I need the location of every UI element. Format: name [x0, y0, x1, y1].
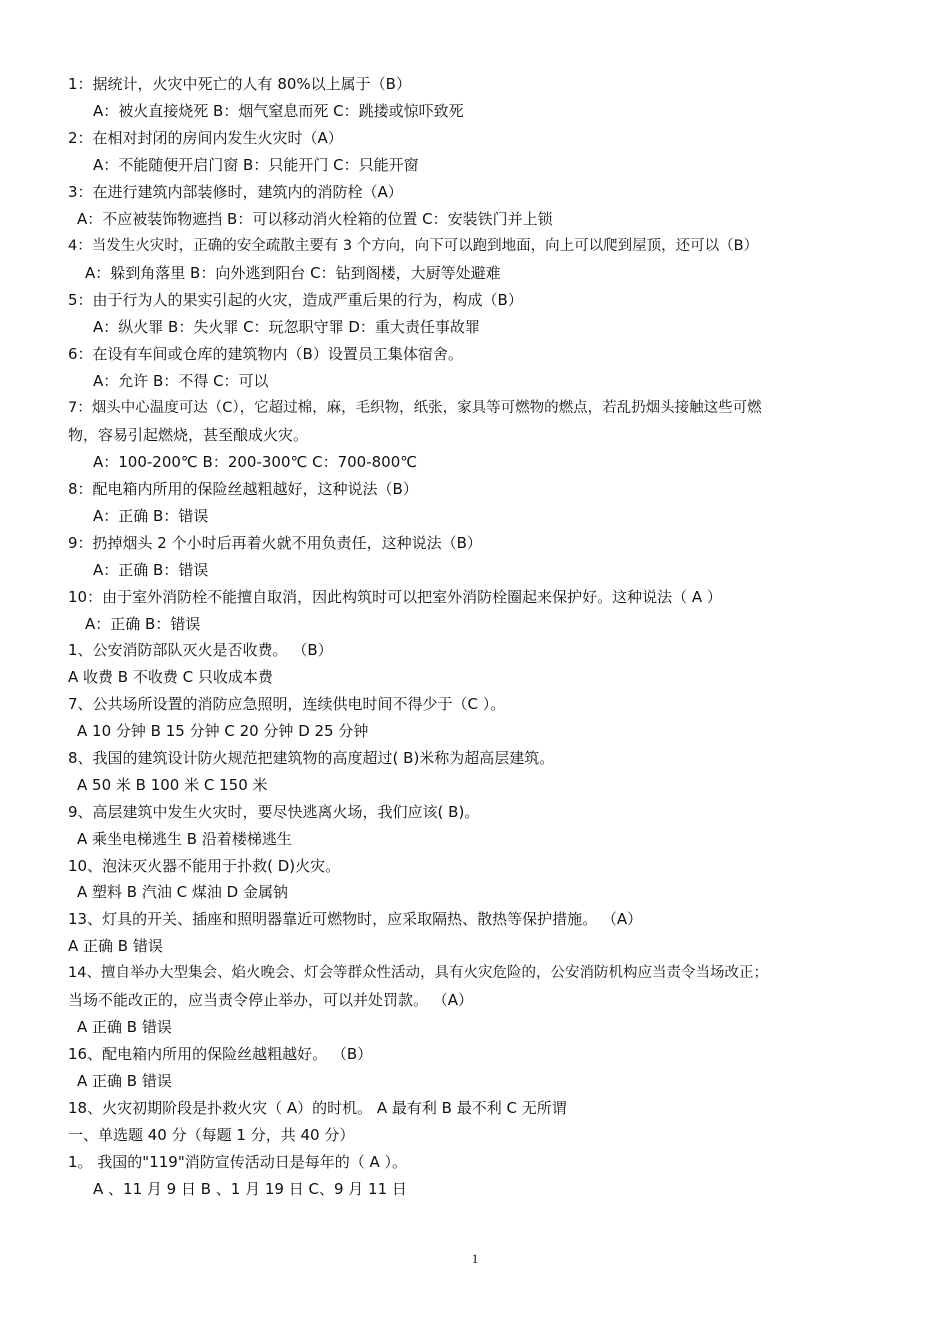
- question-b1-options: A 收费 B 不收费 C 只收成本费: [68, 668, 273, 686]
- question-3-options: A：不应被装饰物遮挡 B：可以移动消火栓箱的位置 C：安装铁门并上锁: [77, 210, 553, 228]
- question-7: 7：烟头中心温度可达（C），它超过棉，麻，毛织物，纸张，家具等可燃物的燃点，若乱扔烟头接触这些可燃: [68, 400, 762, 416]
- question-4-options: A：躲到角落里 B：向外逃到阳台 C：钻到阁楼，大厨等处避难: [85, 264, 501, 282]
- question-b10-options: A 塑料 B 汽油 C 煤油 D 金属钠: [77, 883, 288, 901]
- question-b9: 9、高层建筑中发生火灾时，要尽快逃离火场，我们应该( B)。: [68, 803, 480, 821]
- question-b10: 10、泡沫灭火器不能用于扑救( D)火灾。: [68, 857, 341, 875]
- question-10-options: A：正确 B：错误: [85, 615, 201, 633]
- question-13: 13、灯具的开关、插座和照明器靠近可燃物时，应采取隔热、散热等保护措施。 （A）: [68, 910, 643, 928]
- question-6: 6：在设有车间或仓库的建筑物内（B）设置员工集体宿舍。: [68, 345, 463, 363]
- question-b9-options: A 乘坐电梯逃生 B 沿着楼梯逃生: [77, 830, 292, 848]
- question-b7: 7、公共场所设置的消防应急照明，连续供电时间不得少于（C ）。: [68, 695, 506, 713]
- question-10: 10：由于室外消防栓不能擅自取消，因此构筑时可以把室外消防栓圈起来保护好。这种说法（ A ）: [68, 588, 722, 606]
- question-c1-options: A 、11 月 9 日 B 、1 月 19 日 C、9 月 11 日: [93, 1180, 407, 1198]
- question-14: 14、擅自举办大型集会、焰火晚会、灯会等群众性活动，具有火灾危险的，公安消防机构应当责令当场改正；: [68, 965, 768, 981]
- question-9: 9：扔掉烟头 2 个小时后再着火就不用负责任，这种说法（B）: [68, 534, 482, 552]
- question-c1: 1。 我国的"119"消防宣传活动日是每年的（ A ）。: [68, 1153, 408, 1171]
- question-9-options: A：正确 B：错误: [93, 561, 209, 579]
- question-18: 18、火灾初期阶段是扑救火灾（ A）的时机。 A 最有利 B 最不利 C 无所谓: [68, 1099, 567, 1117]
- question-4: 4：当发生火灾时，正确的安全疏散主要有 3 个方向，向下可以跑到地面，向上可以爬到屋顶，还可以（B）: [68, 238, 759, 254]
- question-8-options: A：正确 B：错误: [93, 507, 209, 525]
- question-13-options: A 正确 B 错误: [68, 937, 163, 955]
- question-b8: 8、我国的建筑设计防火规范把建筑物的高度超过( B)米称为超高层建筑。: [68, 749, 555, 767]
- question-2-options: A：不能随便开启门窗 B：只能开门 C：只能开窗: [93, 156, 419, 174]
- section-heading: 一、单选题 40 分（每题 1 分，共 40 分）: [68, 1126, 355, 1144]
- question-16-options: A 正确 B 错误: [77, 1072, 172, 1090]
- question-7-options: A：100-200℃ B：200-300℃ C：700-800℃: [93, 453, 418, 471]
- page-number: 1: [471, 1251, 479, 1266]
- question-8: 8：配电箱内所用的保险丝越粗越好，这种说法（B）: [68, 480, 418, 498]
- question-6-options: A：允许 B：不得 C：可以: [93, 372, 269, 390]
- question-3: 3：在进行建筑内部装修时，建筑内的消防栓（A）: [68, 183, 403, 201]
- question-5-options: A：纵火罪 B：失火罪 C：玩忽职守罪 D：重大责任事故罪: [93, 318, 480, 336]
- question-b7-options: A 10 分钟 B 15 分钟 C 20 分钟 D 25 分钟: [77, 722, 369, 740]
- question-7-continued: 物，容易引起燃烧，甚至酿成火灾。: [68, 426, 309, 444]
- question-14-options: A 正确 B 错误: [77, 1018, 172, 1036]
- question-14-continued: 当场不能改正的，应当责令停止举办，可以并处罚款。 （A）: [68, 991, 474, 1009]
- question-5: 5：由于行为人的果实引起的火灾，造成严重后果的行为，构成（B）: [68, 291, 523, 309]
- question-b8-options: A 50 米 B 100 米 C 150 米: [77, 776, 268, 794]
- question-2: 2：在相对封闭的房间内发生火灾时（A）: [68, 129, 343, 147]
- question-1: 1：据统计，火灾中死亡的人有 80%以上属于（B）: [68, 75, 411, 93]
- question-b1: 1、公安消防部队灭火是否收费。 （B）: [68, 641, 333, 659]
- question-1-options: A：被火直接烧死 B：烟气窒息而死 C：跳搂或惊吓致死: [93, 102, 464, 120]
- question-16: 16、配电箱内所用的保险丝越粗越好。 （B）: [68, 1045, 373, 1063]
